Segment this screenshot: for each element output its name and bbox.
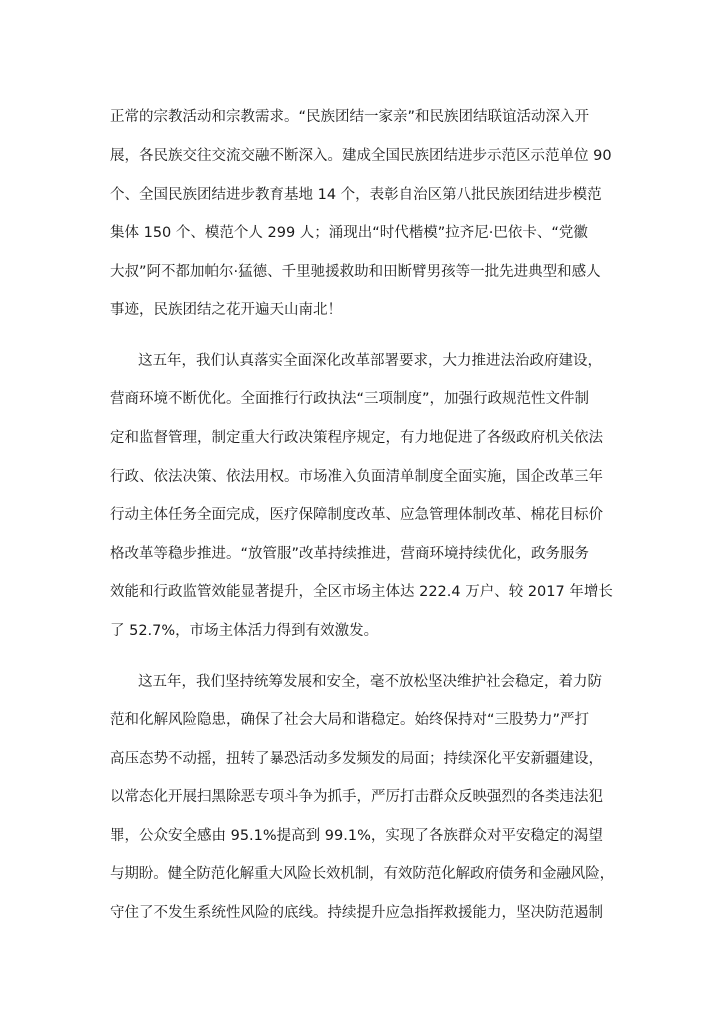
text-line: 集体 150 个、模范个人 299 人；涌现出“时代楷模”拉齐尼·巴依卡、“党徽 [110,225,588,241]
text-line: 罪，公众安全感由 95.1%提高到 99.1%，实现了各族群众对平安稳定的渴望 [110,828,603,844]
text-line: 行政、依法决策、依法用权。市场准入负面清单制度全面实施，国企改革三年 [110,469,603,485]
text-line: 营商环境不断优化。全面推行行政执法“三项制度”，加强行政规范性文件制 [110,391,590,407]
text-line: 大叔”阿不都加帕尔·猛德、千里驰援救助和田断臂男孩等一批先进典型和感人 [110,264,601,280]
text-line: 这五年，我们认真落实全面深化改革部署要求，大力推进法治政府建设， [138,353,602,369]
text-line: 展，各民族交往交流交融不断深入。建成全国民族团结进步示范区示范单位 90 [110,148,612,164]
text-line: 范和化解风险隐患，确保了社会大局和谐稳定。始终保持对“三股势力”严打 [110,712,590,728]
text-line: 效能和行政监管效能显著提升，全区市场主体达 222.4 万户、较 2017 年增长 [110,584,613,600]
text-line: 了 52.7%，市场主体活力得到有效激发。 [110,623,379,639]
text-line: 高压态势不动摇，扭转了暴恐活动多发频发的局面；持续深化平安新疆建设， [110,751,603,767]
text-line: 这五年，我们坚持统筹发展和安全，毫不放松坚决维护社会稳定，着力防 [138,674,602,690]
text-line: 个、全国民族团结进步教育基地 14 个，表彰自治区第八批民族团结进步模范 [110,187,602,203]
text-line: 定和监督管理，制定重大行政决策程序规定，有力地促进了各级政府机关依法 [110,430,603,446]
text-line: 事迹，民族团结之花开遍天山南北！ [110,302,342,318]
text-line: 正常的宗教活动和宗教需求。“民族团结一家亲”和民族团结联谊活动深入开 [110,109,590,125]
text-line: 与期盼。健全防范化解重大风险长效机制，有效防范化解政府债务和金融风险， [110,866,614,882]
text-line: 以常态化开展扫黑除恶专项斗争为抓手，严厉打击群众反映强烈的各类违法犯 [110,789,603,805]
text-line: 行动主体任务全面完成，医疗保障制度改革、应急管理体制改革、棉花目标价 [110,507,603,523]
text-line: 格改革等稳步推进。“放管服”改革持续推进，营商环境持续优化，政务服务 [110,546,590,562]
text-line: 守住了不发生系统性风险的底线。持续提升应急指挥救援能力，坚决防范遏制 [110,905,603,921]
